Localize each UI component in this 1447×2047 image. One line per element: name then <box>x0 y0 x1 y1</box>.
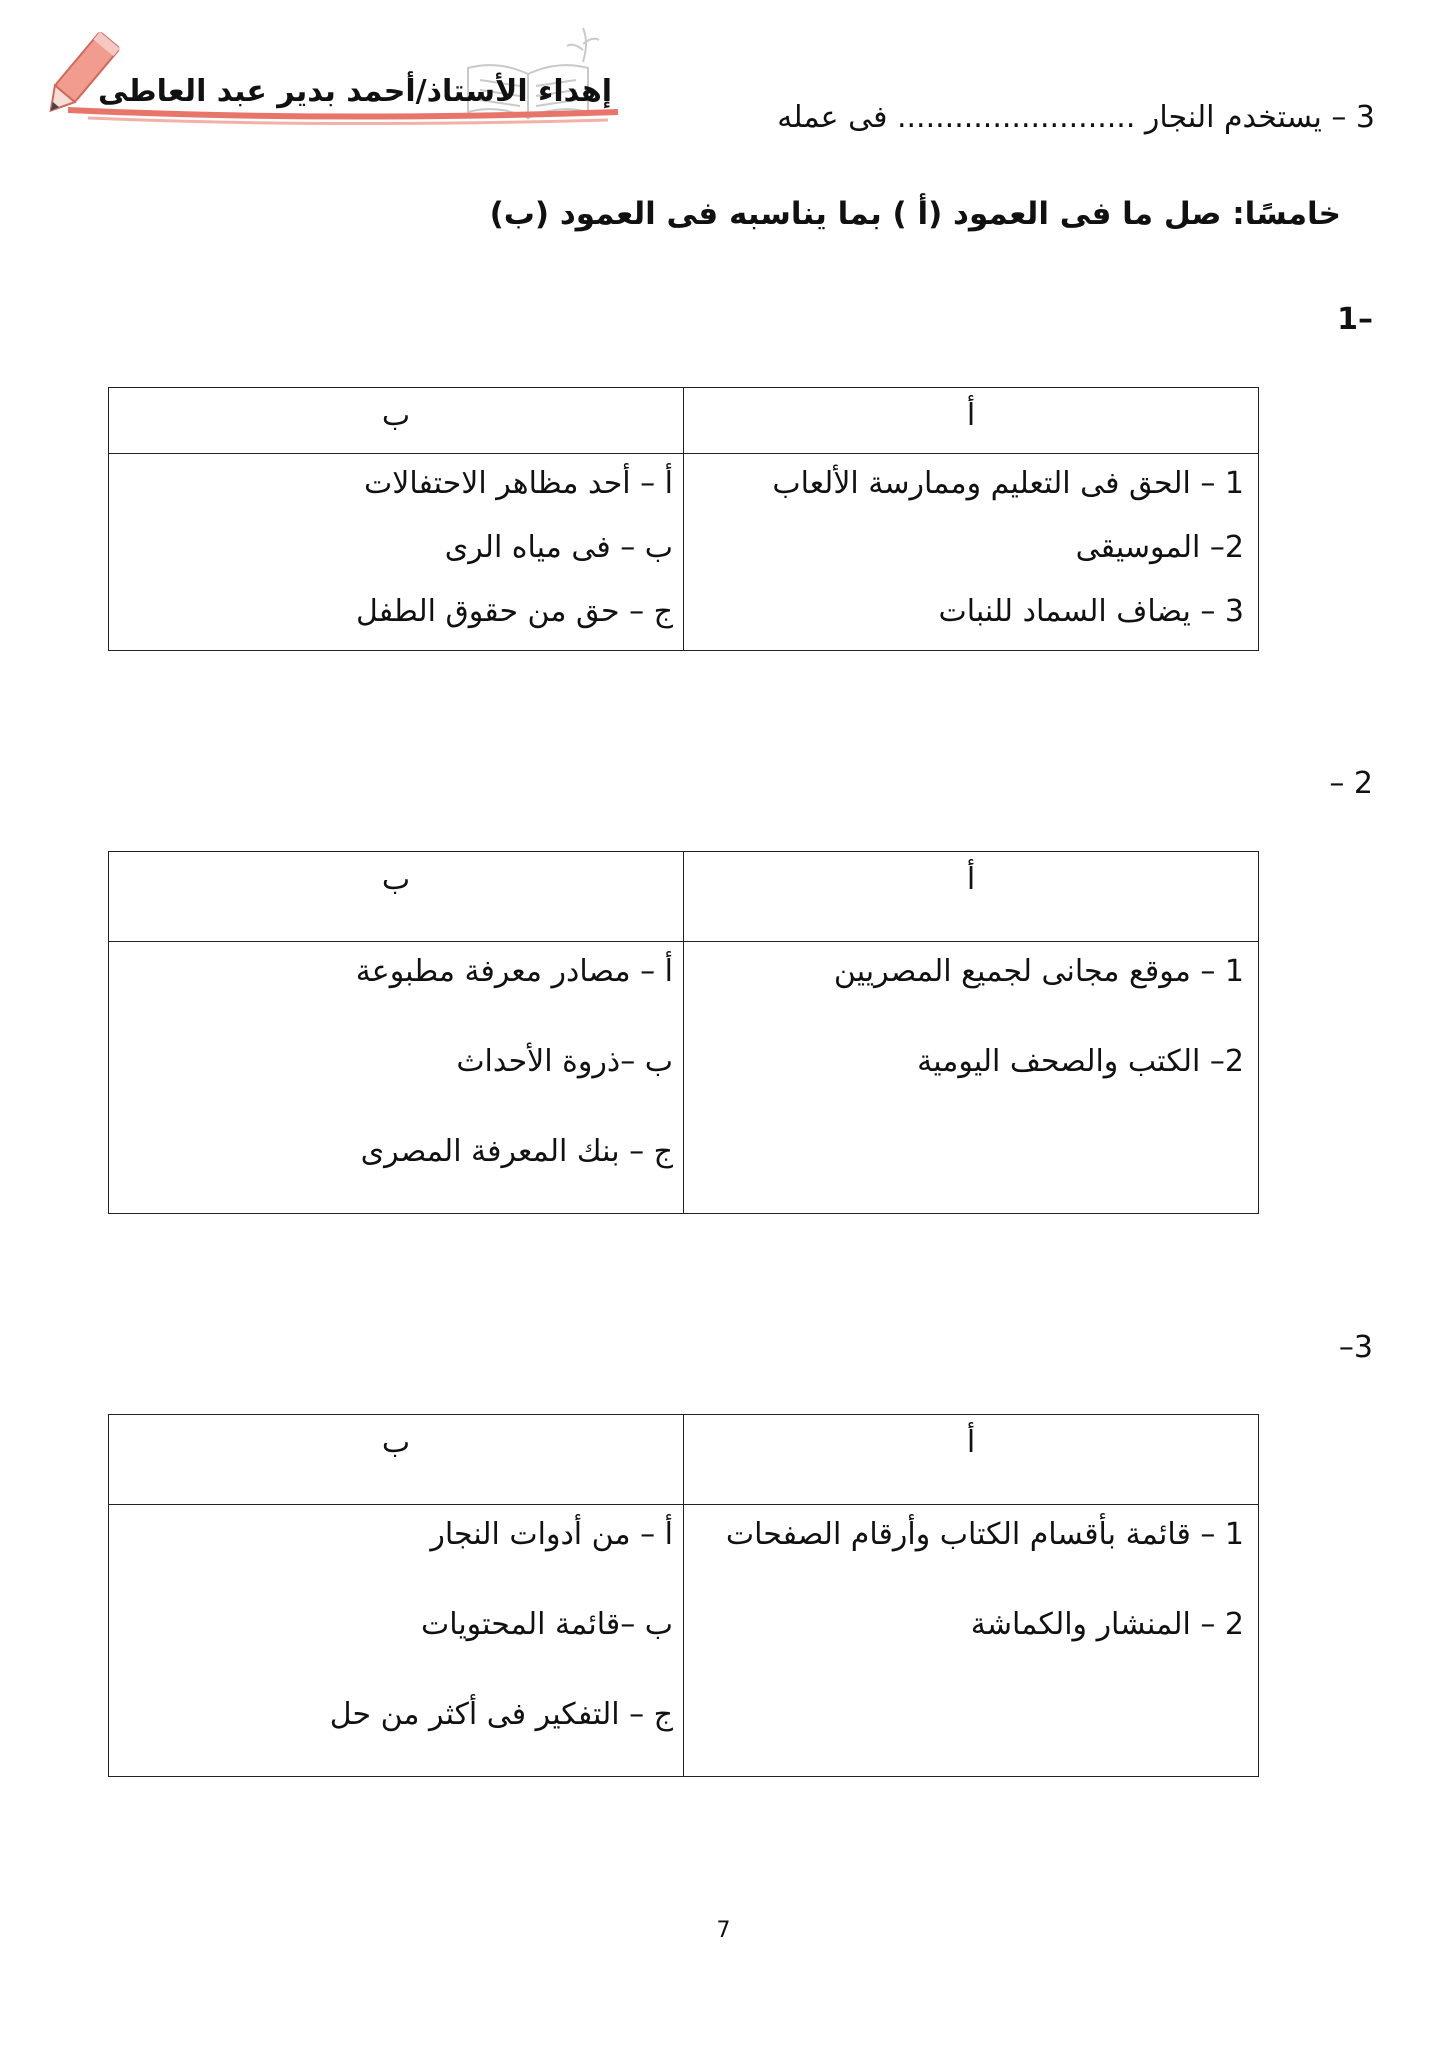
column-b-item: ب –قائمة المحتويات <box>420 1607 673 1642</box>
column-a-item: 1 – موقع مجانى لجميع المصريين <box>833 954 1244 989</box>
group-number: –3 <box>1338 1330 1373 1365</box>
group-number: – 2 <box>1329 766 1373 801</box>
column-b-header: ب <box>109 388 684 454</box>
column-a-cell <box>684 942 1259 1214</box>
column-b-item: ج – بنك المعرفة المصرى <box>360 1134 673 1169</box>
column-b-item: أ – مصادر معرفة مطبوعة <box>355 954 673 989</box>
column-b-item: أ – أحد مظاهر الاحتفالات <box>363 466 673 501</box>
column-b-item: ج – التفكير فى أكثر من حل <box>329 1697 673 1732</box>
previous-question-line: 3 – يستخدم النجار ......................... فى عمله <box>777 100 1375 135</box>
column-b-cell <box>109 942 684 1214</box>
column-b-cell <box>109 454 684 651</box>
column-a-item: 2 – المنشار والكماشة <box>970 1607 1244 1642</box>
column-a-item: 2– الكتب والصحف اليومية <box>917 1044 1244 1079</box>
column-b-header: ب <box>109 852 684 942</box>
pencil-book-logo-icon <box>28 14 628 126</box>
column-b-cell <box>109 1505 684 1777</box>
column-a-cell <box>684 1505 1259 1777</box>
section-title: خامسًا: صل ما فى العمود (أ ) بما يناسبه فى العمود (ب) <box>489 196 1341 232</box>
column-b-item: ب –ذروة الأحداث <box>456 1044 673 1079</box>
group-number: 1– <box>1337 302 1373 337</box>
matching-table <box>108 851 1259 1214</box>
matching-table <box>108 387 1259 651</box>
page-number: 7 <box>716 1918 731 1943</box>
column-b-item: ج – حق من حقوق الطفل <box>356 594 673 629</box>
column-a-header: أ <box>684 852 1259 942</box>
header-banner <box>28 14 628 126</box>
column-a-header: أ <box>684 1415 1259 1505</box>
column-b-item: أ – من أدوات النجار <box>430 1517 673 1552</box>
column-a-header: أ <box>684 388 1259 454</box>
dedication-text: إهداء الأستاذ/أحمد بدير عبد العاطى <box>98 74 613 109</box>
column-a-item: 3 – يضاف السماد للنبات <box>938 594 1244 629</box>
matching-table <box>108 1414 1259 1777</box>
column-a-item: 1 – قائمة بأقسام الكتاب وأرقام الصفحات <box>725 1517 1244 1552</box>
column-a-cell <box>684 454 1259 651</box>
column-b-item: ب – فى مياه الرى <box>444 530 673 565</box>
column-a-item: 1 – الحق فى التعليم وممارسة الألعاب <box>772 466 1244 501</box>
column-a-item: 2– الموسيقى <box>1075 530 1244 565</box>
column-b-header: ب <box>109 1415 684 1505</box>
